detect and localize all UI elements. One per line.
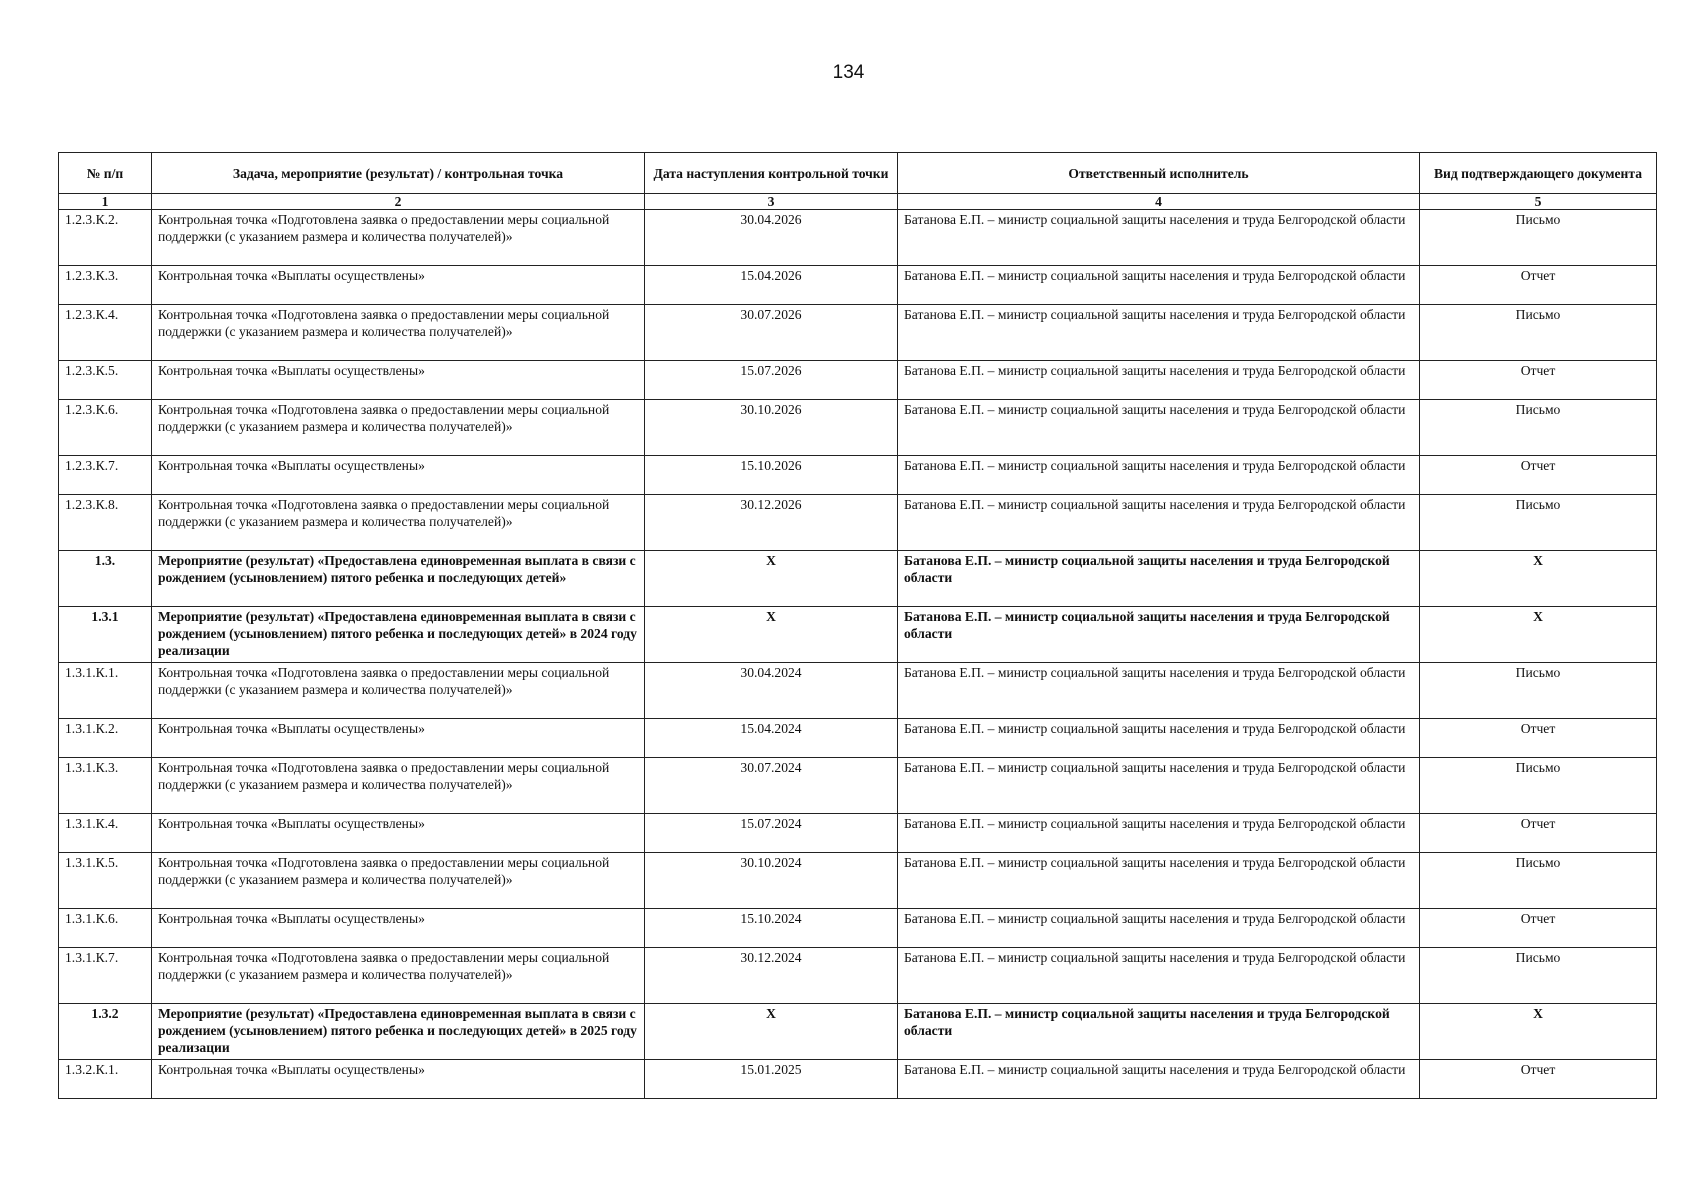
- row-executor: Батанова Е.П. – министр социальной защиты населения и труда Белгородской области: [898, 266, 1420, 305]
- row-task: Контрольная точка «Выплаты осуществлены»: [152, 719, 645, 758]
- row-task: Контрольная точка «Подготовлена заявка о предоставлении меры социальной поддержки (с указанием размера и количества получателей)»: [152, 305, 645, 361]
- row-executor: Батанова Е.П. – министр социальной защиты населения и труда Белгородской области: [898, 1060, 1420, 1099]
- row-executor: Батанова Е.П. – министр социальной защиты населения и труда Белгородской области: [898, 909, 1420, 948]
- row-task: Контрольная точка «Подготовлена заявка о предоставлении меры социальной поддержки (с указанием размера и количества получателей)»: [152, 758, 645, 814]
- row-date: 15.04.2026: [645, 266, 898, 305]
- row-executor: Батанова Е.П. – министр социальной защиты населения и труда Белгородской области: [898, 607, 1420, 663]
- row-date: 15.04.2024: [645, 719, 898, 758]
- table-row: [59, 719, 1657, 758]
- row-number: 1.3.1.К.1.: [59, 663, 152, 719]
- row-date: 30.10.2024: [645, 853, 898, 909]
- row-number: 1.3.1.К.2.: [59, 719, 152, 758]
- row-document-type: Письмо: [1420, 663, 1657, 719]
- row-document-type: Х: [1420, 1004, 1657, 1060]
- header-doc: Вид подтверждающего документа: [1420, 153, 1657, 194]
- table-row: [59, 456, 1657, 495]
- row-document-type: Отчет: [1420, 1060, 1657, 1099]
- row-executor: Батанова Е.П. – министр социальной защиты населения и труда Белгородской области: [898, 853, 1420, 909]
- row-date: 15.07.2026: [645, 361, 898, 400]
- row-executor: Батанова Е.П. – министр социальной защиты населения и труда Белгородской области: [898, 948, 1420, 1004]
- table-row: [59, 266, 1657, 305]
- row-number: 1.3.2: [59, 1004, 152, 1060]
- row-number: 1.3.1.К.6.: [59, 909, 152, 948]
- row-date: 30.07.2024: [645, 758, 898, 814]
- table-row: [59, 853, 1657, 909]
- row-task: Контрольная точка «Выплаты осуществлены»: [152, 814, 645, 853]
- table-row: [59, 361, 1657, 400]
- row-date: 30.07.2026: [645, 305, 898, 361]
- col-number-3: 3: [645, 194, 898, 210]
- row-document-type: Письмо: [1420, 210, 1657, 266]
- row-document-type: Письмо: [1420, 853, 1657, 909]
- row-document-type: Письмо: [1420, 400, 1657, 456]
- column-numbers-row: [59, 194, 1657, 210]
- table-row: [59, 305, 1657, 361]
- row-executor: Батанова Е.П. – министр социальной защиты населения и труда Белгородской области: [898, 456, 1420, 495]
- row-number: 1.2.3.К.5.: [59, 361, 152, 400]
- row-task: Контрольная точка «Выплаты осуществлены»: [152, 456, 645, 495]
- row-document-type: Письмо: [1420, 495, 1657, 551]
- table-row: [59, 551, 1657, 607]
- table-row: [59, 758, 1657, 814]
- row-document-type: Х: [1420, 551, 1657, 607]
- row-date: 15.01.2025: [645, 1060, 898, 1099]
- row-executor: Батанова Е.П. – министр социальной защиты населения и труда Белгородской области: [898, 305, 1420, 361]
- row-number: 1.2.3.К.4.: [59, 305, 152, 361]
- row-executor: Батанова Е.П. – министр социальной защиты населения и труда Белгородской области: [898, 551, 1420, 607]
- row-executor: Батанова Е.П. – министр социальной защиты населения и труда Белгородской области: [898, 400, 1420, 456]
- row-document-type: Отчет: [1420, 266, 1657, 305]
- row-number: 1.3.2.К.1.: [59, 1060, 152, 1099]
- row-executor: Батанова Е.П. – министр социальной защиты населения и труда Белгородской области: [898, 814, 1420, 853]
- row-document-type: Отчет: [1420, 814, 1657, 853]
- row-executor: Батанова Е.П. – министр социальной защиты населения и труда Белгородской области: [898, 719, 1420, 758]
- row-task: Контрольная точка «Подготовлена заявка о предоставлении меры социальной поддержки (с указанием размера и количества получателей)»: [152, 400, 645, 456]
- row-task: Контрольная точка «Подготовлена заявка о предоставлении меры социальной поддержки (с указанием размера и количества получателей)»: [152, 948, 645, 1004]
- control-points-table: [58, 152, 1657, 1099]
- header-date: Дата наступления контрольной точки: [645, 153, 898, 194]
- row-date: 30.04.2024: [645, 663, 898, 719]
- header-row: [59, 153, 1657, 194]
- row-date: Х: [645, 607, 898, 663]
- row-number: 1.2.3.К.6.: [59, 400, 152, 456]
- col-number-5: 5: [1420, 194, 1657, 210]
- table-row: [59, 909, 1657, 948]
- row-date: Х: [645, 551, 898, 607]
- header-executor: Ответственный исполнитель: [898, 153, 1420, 194]
- row-executor: Батанова Е.П. – министр социальной защиты населения и труда Белгородской области: [898, 361, 1420, 400]
- row-number: 1.3.1.К.7.: [59, 948, 152, 1004]
- row-number: 1.3.1: [59, 607, 152, 663]
- row-date: 15.10.2024: [645, 909, 898, 948]
- row-document-type: Отчет: [1420, 361, 1657, 400]
- row-number: 1.2.3.К.7.: [59, 456, 152, 495]
- table-row: [59, 948, 1657, 1004]
- row-executor: Батанова Е.П. – министр социальной защиты населения и труда Белгородской области: [898, 1004, 1420, 1060]
- table-row: [59, 1004, 1657, 1060]
- table-row: [59, 814, 1657, 853]
- row-document-type: Отчет: [1420, 719, 1657, 758]
- row-document-type: Отчет: [1420, 456, 1657, 495]
- row-task: Мероприятие (результат) «Предоставлена единовременная выплата в связи с рождением (усыновлением) пятого ребенка и последующих детей» в 2025 году реализации: [152, 1004, 645, 1060]
- row-number: 1.2.3.К.3.: [59, 266, 152, 305]
- row-task: Мероприятие (результат) «Предоставлена единовременная выплата в связи с рождением (усыновлением) пятого ребенка и последующих детей» в 2024 году реализации: [152, 607, 645, 663]
- header-num: № п/п: [59, 153, 152, 194]
- row-number: 1.3.: [59, 551, 152, 607]
- table-row: [59, 210, 1657, 266]
- row-document-type: Письмо: [1420, 305, 1657, 361]
- table-row: [59, 1060, 1657, 1099]
- header-task: Задача, мероприятие (результат) / контрольная точка: [152, 153, 645, 194]
- row-document-type: Письмо: [1420, 948, 1657, 1004]
- row-document-type: Отчет: [1420, 909, 1657, 948]
- row-document-type: Письмо: [1420, 758, 1657, 814]
- page-number: 134: [832, 62, 865, 83]
- row-task: Контрольная точка «Выплаты осуществлены»: [152, 1060, 645, 1099]
- row-date: 30.12.2024: [645, 948, 898, 1004]
- row-date: Х: [645, 1004, 898, 1060]
- row-date: 15.07.2024: [645, 814, 898, 853]
- row-date: 30.12.2026: [645, 495, 898, 551]
- row-executor: Батанова Е.П. – министр социальной защиты населения и труда Белгородской области: [898, 495, 1420, 551]
- row-task: Контрольная точка «Подготовлена заявка о предоставлении меры социальной поддержки (с указанием размера и количества получателей)»: [152, 495, 645, 551]
- row-document-type: Х: [1420, 607, 1657, 663]
- table-body: [59, 210, 1657, 1099]
- row-date: 30.04.2026: [645, 210, 898, 266]
- table-row: [59, 607, 1657, 663]
- row-task: Мероприятие (результат) «Предоставлена единовременная выплата в связи с рождением (усыновлением) пятого ребенка и последующих детей»: [152, 551, 645, 607]
- row-number: 1.3.1.К.5.: [59, 853, 152, 909]
- row-task: Контрольная точка «Подготовлена заявка о предоставлении меры социальной поддержки (с указанием размера и количества получателей)»: [152, 853, 645, 909]
- row-number: 1.3.1.К.4.: [59, 814, 152, 853]
- table-row: [59, 400, 1657, 456]
- row-date: 15.10.2026: [645, 456, 898, 495]
- col-number-1: 1: [59, 194, 152, 210]
- row-number: 1.3.1.К.3.: [59, 758, 152, 814]
- row-date: 30.10.2026: [645, 400, 898, 456]
- col-number-4: 4: [898, 194, 1420, 210]
- table-row: [59, 495, 1657, 551]
- table-row: [59, 663, 1657, 719]
- row-number: 1.2.3.К.2.: [59, 210, 152, 266]
- row-executor: Батанова Е.П. – министр социальной защиты населения и труда Белгородской области: [898, 210, 1420, 266]
- row-task: Контрольная точка «Выплаты осуществлены»: [152, 909, 645, 948]
- row-executor: Батанова Е.П. – министр социальной защиты населения и труда Белгородской области: [898, 758, 1420, 814]
- row-task: Контрольная точка «Подготовлена заявка о предоставлении меры социальной поддержки (с указанием размера и количества получателей)»: [152, 210, 645, 266]
- row-executor: Батанова Е.П. – министр социальной защиты населения и труда Белгородской области: [898, 663, 1420, 719]
- row-number: 1.2.3.К.8.: [59, 495, 152, 551]
- row-task: Контрольная точка «Выплаты осуществлены»: [152, 266, 645, 305]
- col-number-2: 2: [152, 194, 645, 210]
- row-task: Контрольная точка «Выплаты осуществлены»: [152, 361, 645, 400]
- row-task: Контрольная точка «Подготовлена заявка о предоставлении меры социальной поддержки (с указанием размера и количества получателей)»: [152, 663, 645, 719]
